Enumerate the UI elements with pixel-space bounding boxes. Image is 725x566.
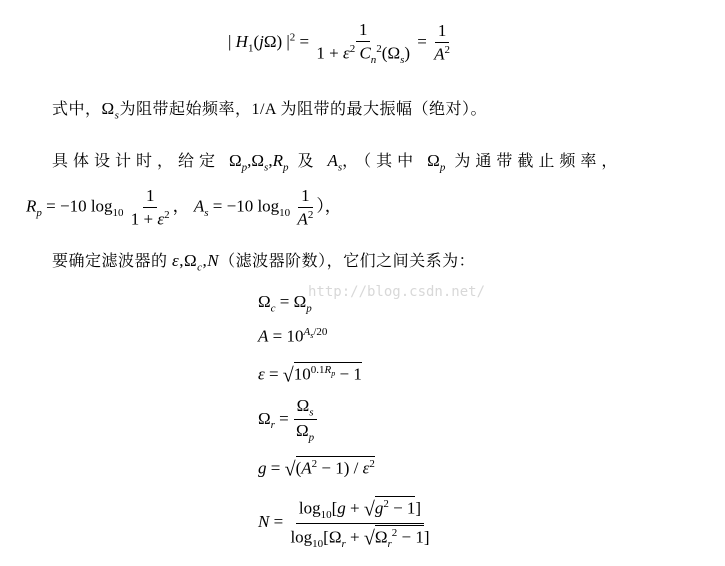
- formula-epsilon: $\varepsilon = √10^{0.1R_p} - 1$: [258, 364, 362, 387]
- paragraph-4: 要确定滤波器的 $\varepsilon,\Omega_c,N$（滤波器阶数），它们之间关系为：: [52, 251, 476, 274]
- formula-omega-c: $\Omega_c = \Omega_p$: [258, 292, 312, 315]
- paragraph-3: $R_p = -10$ $\log_{10}$ $\frac{1}{1 + \varepsilon^2}$ ， $A_s = -10$ $\log_{10}$ $\frac{1}{A^2}$ ），: [26, 186, 342, 229]
- formula-g: $g = √(A^2 - 1) / \varepsilon^2$: [258, 458, 375, 481]
- formula-omega-r: $\Omega_r$ = $\frac{\Omega_s}{\Omega_p}$: [258, 396, 317, 444]
- paragraph-2: 具体设计时，给定 $\Omega_p,\Omega_s,R_p$ 及 $A_s$，（其中 $\Omega_p$ 为通带截止频率，: [52, 151, 623, 174]
- paragraph-1: 式中，$\Omega_s$为阻带起始频率，1/A 为阻带的最大振幅（绝对）。: [52, 99, 488, 122]
- formula-top: | $H_1(j\Omega) |^2$ = $\frac{1}{1 + \varepsilon^2 C_n^2(\Omega_s)}$ = $\frac{1}{A^2}$: [228, 20, 451, 67]
- formula-a: $A = 10^{A_s/20}$: [258, 326, 328, 346]
- formula-n: N = $\frac{\log_{10}[g + √g^2 - 1]}{\log_{10}[\Omega_r + √\Omega_r^2 - 1]}$: [258, 498, 430, 550]
- watermark: http://blog.csdn.net/: [308, 284, 486, 300]
